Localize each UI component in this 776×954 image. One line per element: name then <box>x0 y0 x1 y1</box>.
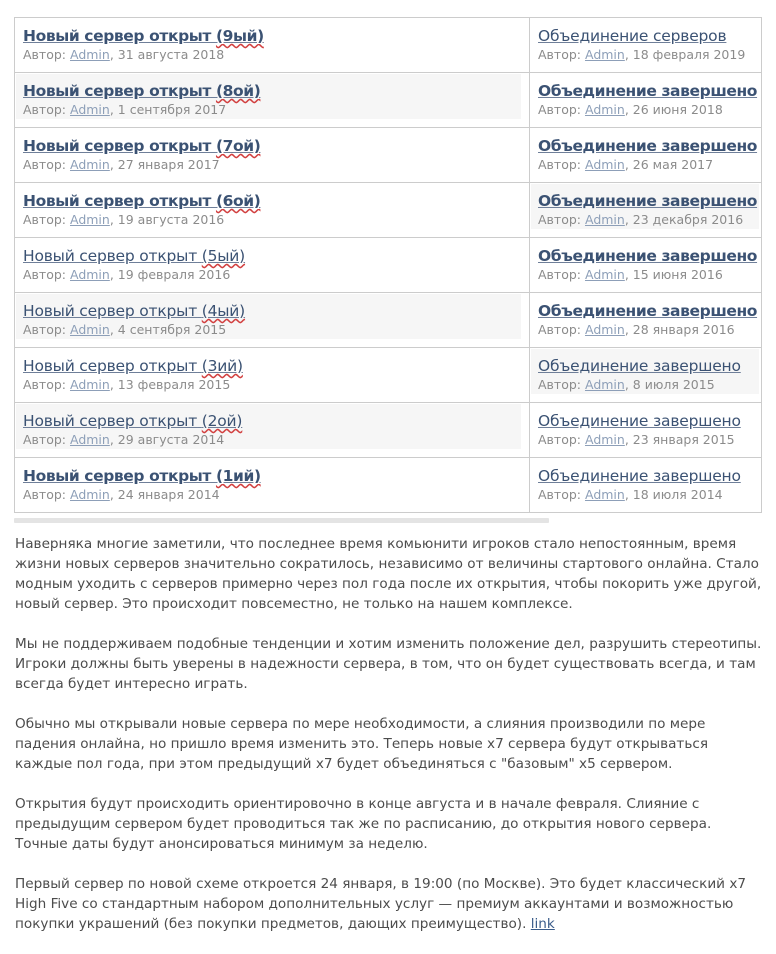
merge-title-link[interactable]: Объединение завершено <box>538 247 758 265</box>
author-link[interactable]: Admin <box>69 432 110 447</box>
post-meta: Автор: Admin, 28 января 2016 <box>538 322 735 337</box>
post-preview <box>16 74 521 119</box>
author-prefix: Автор: <box>538 377 581 392</box>
server-merge-cell <box>530 128 762 183</box>
author-prefix: Автор: <box>23 212 66 227</box>
table-row <box>15 18 762 73</box>
post-meta: Автор: Admin, 31 августа 2018 <box>23 47 225 62</box>
author-link[interactable]: Admin <box>69 102 110 117</box>
post-meta: Автор: Admin, 23 декабря 2016 <box>538 212 744 227</box>
post-meta: Автор: Admin, 8 июля 2015 <box>538 377 715 392</box>
post-preview <box>531 294 761 339</box>
author-link[interactable]: Admin <box>69 487 110 502</box>
post-preview <box>531 19 761 64</box>
server-open-cell <box>15 238 530 293</box>
merge-title-link[interactable]: Объединение завершено <box>538 302 758 320</box>
post-meta: Автор: Admin, 19 февраля 2016 <box>23 267 231 282</box>
author-link[interactable]: Admin <box>584 157 625 172</box>
author-prefix: Автор: <box>23 267 66 282</box>
author-prefix: Автор: <box>538 322 581 337</box>
post-title-number: (3ий) <box>201 357 243 375</box>
author-prefix: Автор: <box>23 322 66 337</box>
merge-title-link[interactable]: Объединение завершено <box>538 412 741 430</box>
post-date: 27 января 2017 <box>117 157 220 172</box>
table-row <box>15 293 762 348</box>
merge-title-link[interactable]: Объединение завершено <box>538 192 758 210</box>
post-date: 23 декабря 2016 <box>632 212 744 227</box>
author-link[interactable]: Admin <box>584 432 625 447</box>
post-title-link[interactable] <box>23 301 521 321</box>
post-preview <box>16 459 529 504</box>
author-prefix: Автор: <box>23 157 66 172</box>
author-prefix: Автор: <box>23 487 66 502</box>
post-preview <box>16 19 529 64</box>
horizontal-scrollbar[interactable] <box>14 518 549 523</box>
post-date: 23 января 2015 <box>632 432 735 447</box>
merge-title-link[interactable]: Объединение завершено <box>538 137 758 155</box>
server-merge-cell <box>530 458 762 513</box>
post-date: 29 августа 2014 <box>117 432 225 447</box>
server-merge-cell <box>530 403 762 458</box>
author-link[interactable]: Admin <box>584 102 625 117</box>
post-title-link[interactable] <box>23 246 529 266</box>
server-merge-cell <box>530 18 762 73</box>
post-title-text: Новый сервер открыт <box>23 467 211 485</box>
post-title-link[interactable] <box>23 466 529 486</box>
article-paragraph-last <box>15 874 765 934</box>
post-preview <box>16 349 529 394</box>
author-prefix: Автор: <box>23 432 66 447</box>
author-link[interactable]: Admin <box>69 377 110 392</box>
post-preview <box>16 294 521 339</box>
post-date: 15 июня 2016 <box>632 267 723 282</box>
post-title-link[interactable] <box>23 411 521 431</box>
table-row <box>15 348 762 403</box>
article-last-text: Первый сервер по новой схеме откроется 24 января, в 19:00 (по Москве). Это будет классический x7 High Five со стандартным набором дополнительных услуг — премиум аккаунтами и возможностью покупки украшений (без покупки предметов, дающих преимущество). <box>15 876 747 932</box>
author-prefix: Автор: <box>538 212 581 227</box>
table-row <box>15 238 762 293</box>
post-date: 18 июля 2014 <box>632 487 723 502</box>
post-preview <box>531 349 759 394</box>
table-row <box>15 403 762 458</box>
author-link[interactable]: Admin <box>584 487 625 502</box>
post-preview <box>16 239 529 284</box>
post-date: 31 августа 2018 <box>117 47 225 62</box>
post-preview <box>16 129 529 174</box>
post-meta: Автор: Admin, 24 января 2014 <box>23 487 220 502</box>
article-paragraph: Мы не поддерживаем подобные тенденции и хотим изменить положение дел, разрушить стереотипы. Игроки должны быть уверены в надежности сервера, в том, что он будет существовать всегда, и там всегда будет интересно играть. <box>15 636 762 692</box>
author-prefix: Автор: <box>23 47 66 62</box>
post-title-link[interactable] <box>23 26 529 46</box>
merge-title-link[interactable]: Объединение завершено <box>538 357 741 375</box>
article-text <box>15 534 765 954</box>
author-prefix: Автор: <box>538 267 581 282</box>
author-link[interactable]: Admin <box>584 322 625 337</box>
server-open-cell <box>15 18 530 73</box>
author-link[interactable]: Admin <box>69 322 110 337</box>
table-row <box>15 458 762 513</box>
post-preview <box>531 129 761 174</box>
author-prefix: Автор: <box>538 102 581 117</box>
post-preview <box>16 184 529 229</box>
post-title-link[interactable] <box>23 191 529 211</box>
author-link[interactable]: Admin <box>69 212 110 227</box>
author-prefix: Автор: <box>538 487 581 502</box>
post-meta: Автор: Admin, 18 июля 2014 <box>538 487 723 502</box>
post-title-text: Новый сервер открыт <box>23 27 211 45</box>
post-title-text: Новый сервер открыт <box>23 247 198 265</box>
author-prefix: Автор: <box>538 157 581 172</box>
post-date: 24 января 2014 <box>117 487 220 502</box>
post-date: 26 июня 2018 <box>632 102 723 117</box>
author-link[interactable]: Admin <box>584 212 625 227</box>
author-prefix: Автор: <box>538 432 581 447</box>
author-link[interactable]: Admin <box>584 267 625 282</box>
server-open-cell <box>15 403 530 458</box>
author-link[interactable]: Admin <box>584 47 625 62</box>
post-title-number: (5ый) <box>201 247 246 265</box>
merge-title-link[interactable]: Объединение серверов <box>538 27 727 45</box>
post-meta: Автор: Admin, 27 января 2017 <box>23 157 220 172</box>
post-meta: Автор: Admin, 29 августа 2014 <box>23 432 225 447</box>
post-title-text: Новый сервер открыт <box>23 192 211 210</box>
post-preview <box>531 184 759 229</box>
post-meta: Автор: Admin, 23 января 2015 <box>538 432 735 447</box>
post-date: 1 сентября 2017 <box>117 102 227 117</box>
post-title-text: Новый сервер открыт <box>23 302 198 320</box>
post-title-link[interactable] <box>23 356 529 376</box>
post-date: 13 февраля 2015 <box>117 377 231 392</box>
post-date: 28 января 2016 <box>632 322 735 337</box>
article-paragraph: Открытия будут происходить ориентировочно в конце августа и в начале февраля. Слияние с предыдущим сервером будет проводиться так же по расписанию, до открытия нового сервера. Точные даты будут анонсироваться минимум за неделю. <box>15 796 712 852</box>
post-date: 26 мая 2017 <box>632 157 714 172</box>
post-date: 19 августа 2016 <box>117 212 225 227</box>
post-date: 8 июля 2015 <box>632 377 715 392</box>
post-title-text: Новый сервер открыт <box>23 82 211 100</box>
post-preview <box>531 459 761 504</box>
table-row <box>15 128 762 183</box>
author-link[interactable]: Admin <box>69 267 110 282</box>
servers-table-body <box>15 18 762 513</box>
post-preview <box>531 74 761 119</box>
table-row <box>15 73 762 128</box>
author-prefix: Автор: <box>23 102 66 117</box>
post-preview <box>531 239 761 284</box>
article-paragraph: Обычно мы открывали новые сервера по мере необходимости, а слияния производили по мере падения онлайна, но пришло время изменить это. Теперь новые x7 сервера будут открываться каждые пол года, при этом предыдущий x7 будет объединяться с "базовым" x5 сервером. <box>15 716 709 772</box>
server-open-cell <box>15 348 530 403</box>
post-date: 19 февраля 2016 <box>117 267 231 282</box>
post-meta: Автор: Admin, 13 февраля 2015 <box>23 377 231 392</box>
server-merge-cell <box>530 238 762 293</box>
post-title-number: (8ой) <box>215 82 261 100</box>
announcement-link[interactable]: link <box>530 916 555 932</box>
post-title-number: (9ый) <box>215 27 264 45</box>
server-open-cell <box>15 293 530 348</box>
post-meta: Автор: Admin, 18 февраля 2019 <box>538 47 746 62</box>
post-title-text: Новый сервер открыт <box>23 412 198 430</box>
server-open-cell <box>15 128 530 183</box>
post-meta: Автор: Admin, 26 мая 2017 <box>538 157 714 172</box>
post-meta: Автор: Admin, 1 сентября 2017 <box>23 102 227 117</box>
merge-title-link[interactable]: Объединение завершено <box>538 82 758 100</box>
post-title-link[interactable] <box>23 136 529 156</box>
post-preview <box>16 404 521 449</box>
server-merge-cell <box>530 348 762 403</box>
post-title-number: (1ий) <box>215 467 261 485</box>
server-merge-cell <box>530 183 762 238</box>
post-date: 18 февраля 2019 <box>632 47 746 62</box>
post-title-text: Новый сервер открыт <box>23 357 198 375</box>
servers-table <box>14 17 762 513</box>
server-open-cell <box>15 183 530 238</box>
server-merge-cell <box>530 293 762 348</box>
author-link[interactable]: Admin <box>69 157 110 172</box>
post-title-number: (4ый) <box>201 302 246 320</box>
post-title-text: Новый сервер открыт <box>23 137 211 155</box>
article-paragraph: Наверняка многие заметили, что последнее время комьюнити игроков стало непостоянным, время жизни новых серверов значительно сократилось, независимо от величины стартового онлайна. Стало модным уходить с серверов примерно через пол года после их открытия, чтобы покорить уже другой, новый сервер. Это происходит повсеместно, не только на нашем комплексе. <box>15 536 762 612</box>
post-meta: Автор: Admin, 26 июня 2018 <box>538 102 723 117</box>
table-row <box>15 183 762 238</box>
post-meta: Автор: Admin, 15 июня 2016 <box>538 267 723 282</box>
author-link[interactable]: Admin <box>584 377 625 392</box>
post-title-number: (6ой) <box>215 192 261 210</box>
author-link[interactable]: Admin <box>69 47 110 62</box>
post-preview <box>531 404 761 449</box>
post-title-number: (7ой) <box>215 137 261 155</box>
author-prefix: Автор: <box>538 47 581 62</box>
post-title-link[interactable] <box>23 81 521 101</box>
server-merge-cell <box>530 73 762 128</box>
server-open-cell <box>15 73 530 128</box>
author-prefix: Автор: <box>23 377 66 392</box>
server-open-cell <box>15 458 530 513</box>
post-date: 4 сентября 2015 <box>117 322 227 337</box>
post-meta: Автор: Admin, 4 сентября 2015 <box>23 322 227 337</box>
merge-title-link[interactable]: Объединение завершено <box>538 467 741 485</box>
post-title-number: (2ой) <box>201 412 243 430</box>
post-meta: Автор: Admin, 19 августа 2016 <box>23 212 225 227</box>
